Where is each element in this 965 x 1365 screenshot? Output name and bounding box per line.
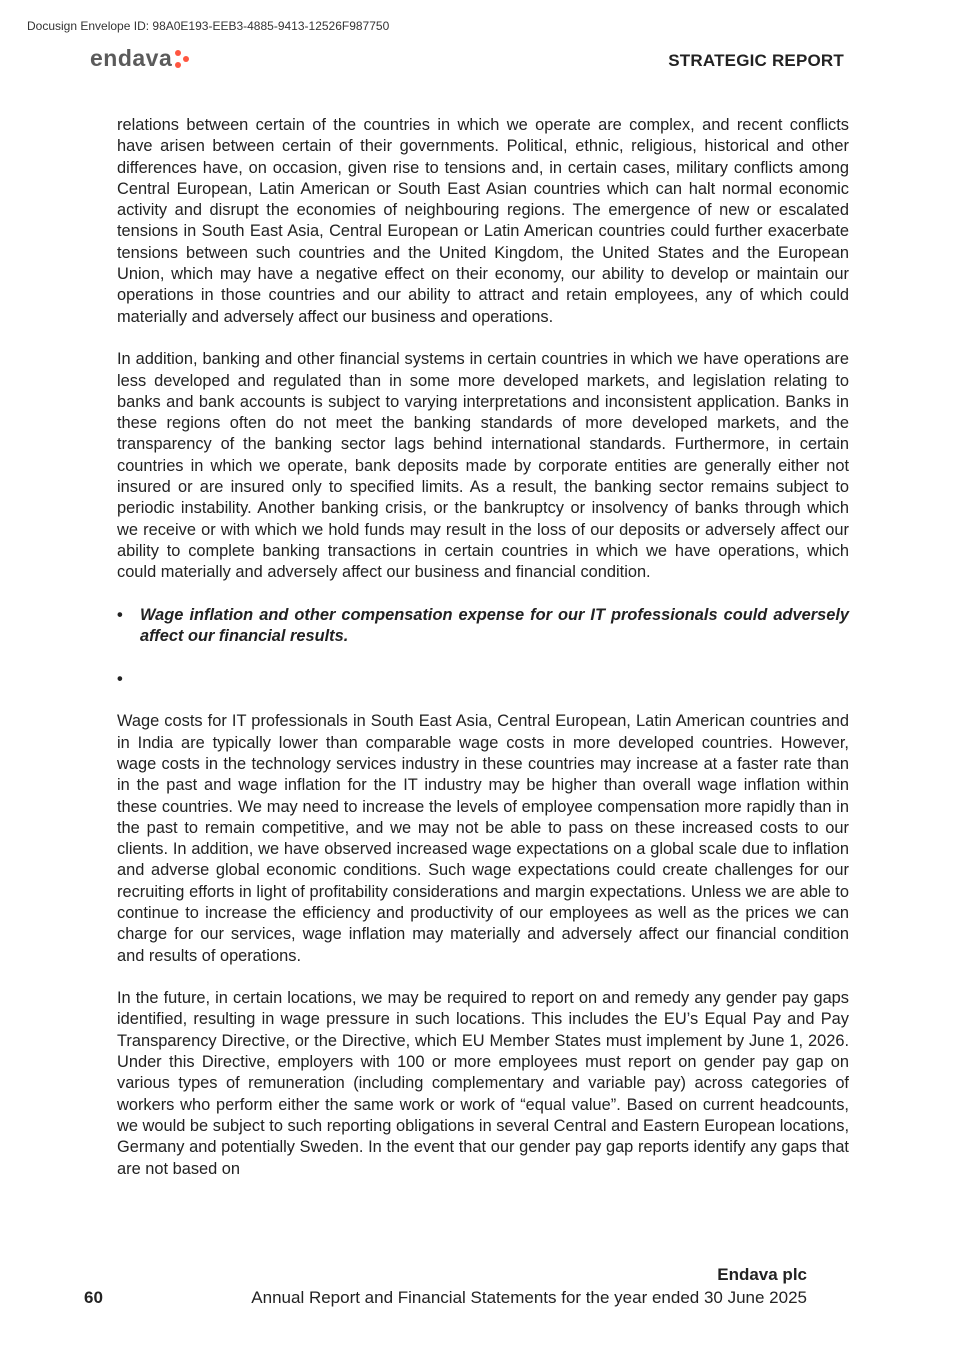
logo-wordmark: endava <box>90 44 173 71</box>
empty-bullet <box>117 669 849 690</box>
document-body <box>117 115 849 1201</box>
docusign-envelope-id: Docusign Envelope ID: 98A0E193-EEB3-4885-9413-12526F987750 <box>27 19 390 33</box>
footer-report-title: Annual Report and Financial Statements for the year ended 30 June 2025 <box>251 1288 807 1307</box>
bullet-icon: • <box>117 605 123 624</box>
bullet-icon: • <box>117 669 123 688</box>
paragraph-wage-costs: Wage costs for IT professionals in South East Asia, Central European, Latin American countries and in India are typically lower than comparable wage costs in more developed countries. However, wage costs in the technology services industry in these countries may increase at a faster rate than in the past and wage inflation for the IT industry may be higher than overall wage inflation within these countries. We may need to increase the levels of employee compensation more rapidly than in the past to remain competitive, and we may not be able to pass on these increased costs to our clients. In addition, we have observed increased wage expectations on a global scale due to inflation and adverse global economic conditions. Such wage expectations could create challenges for our recruiting efforts in light of profitability considerations and margin expectations. Unless we are able to continue to increase the efficiency and productivity of our employees as well as the prices we can charge for our services, wage inflation may materially and adversely affect our financial condition and results of operations. <box>117 712 849 965</box>
logo-dots-icon <box>175 50 191 68</box>
endava-logo <box>90 45 191 71</box>
paragraph-banking-systems: In addition, banking and other financial systems in certain countries in which we have operations are less developed and regulated than in some more developed markets, and legislation relating to banks and bank accounts is subject to varying interpretations and inconsistent application. Banks in these regions often do not meet the banking standards of more developed markets, and the transparency of the banking sector lags behind international standards. Furthermore, in certain countries in which we operate, bank deposits made by corporate entities are generally either not insured or are insured only to specified limits. As a result, the banking sector remains subject to periodic instability. Another banking crisis, or the bankruptcy or insolvency of banks through which we receive or with which we hold funds may result in the loss of our deposits or adversely affect our ability to complete banking transactions in certain countries in which we have operations, which could materially and adversely affect our business and financial condition. <box>117 350 849 582</box>
risk-heading-wage-inflation: Wage inflation and other compensation expense for our IT professionals could adversely affect our financial results. <box>140 605 849 646</box>
section-title: STRATEGIC REPORT <box>668 51 844 70</box>
paragraph-gender-pay-gap: In the future, in certain locations, we may be required to report on and remedy any gender pay gaps identified, resulting in wage pressure in such locations. This includes the EU’s Equal Pay and Pay Transparency Directive, or the Directive, which EU Member States must implement by June 1, 2026. Under this Directive, employers with 100 or more employees must report on gender pay gap on various types of remuneration (including complementary and variable pay) across categories of workers who perform either the same work or work of “equal value”. Based on current headcounts, we would be subject to such reporting obligations in several Central and Eastern European locations, Germany and potentially Sweden. In the event that our gender pay gap reports identify any gaps that are not based on <box>117 989 849 1178</box>
page-number: 60 <box>84 1288 103 1307</box>
footer-company-name: Endava plc <box>717 1265 807 1284</box>
paragraph-regional-tensions: relations between certain of the countries in which we operate are complex, and recent conflicts have arisen between certain of their governments. Political, ethnic, religious, historical and other differences have, on occasion, given rise to tensions and, in certain cases, military conflicts among Central European, Latin American or South East Asian countries which can halt normal economic activity and disrupt the economies of neighbouring regions. The emergence of new or escalated tensions in South East Asia, Central European or Latin American countries could further exacerbate tensions between such countries and the United Kingdom, the United States and the European Union, which may have a negative effect on their economy, our ability to develop or maintain our operations in those countries and our ability to attract and retain employees, any of which could materially and adversely affect our business and operations. <box>117 116 849 326</box>
risk-heading-bullet <box>117 605 849 648</box>
